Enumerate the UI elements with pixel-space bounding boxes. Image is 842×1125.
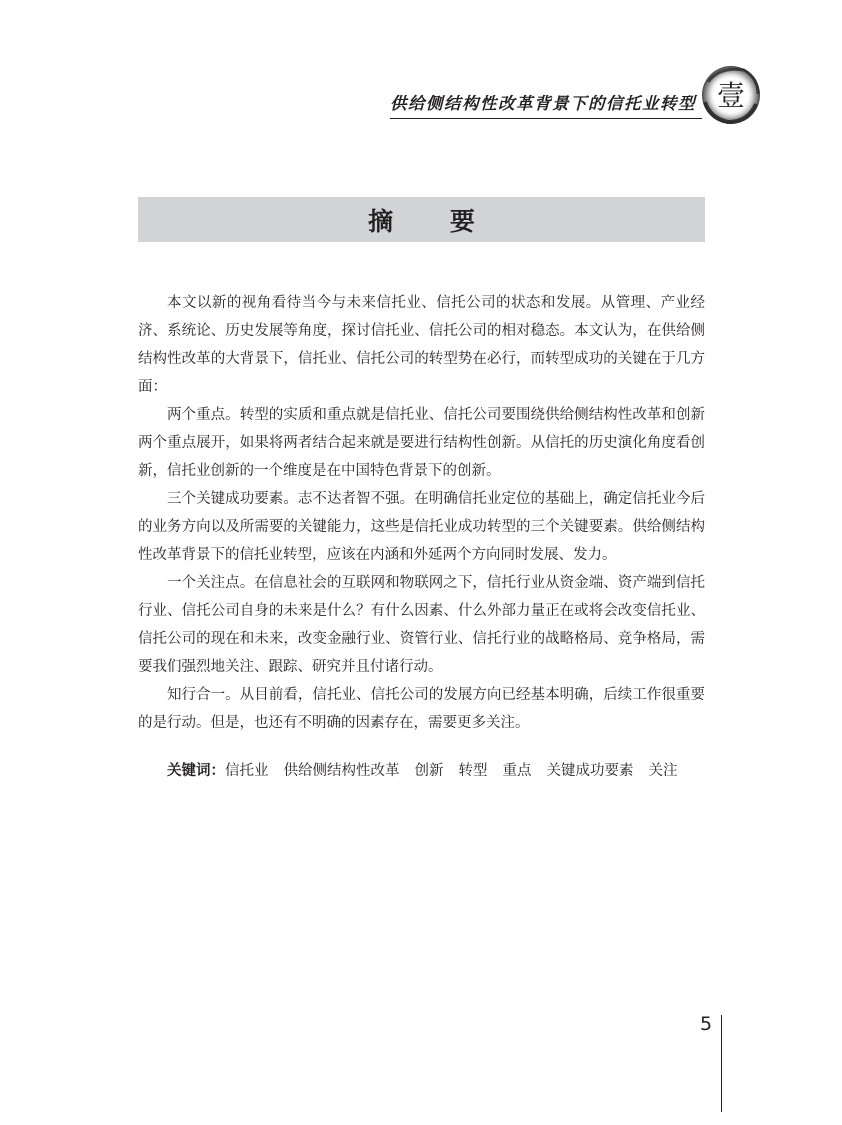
keyword: 关注	[648, 763, 678, 779]
abstract-paragraph: 三个关键成功要素。志不达者智不强。在明确信托业定位的基础上，确定信托业今后的业务方向以及所需要的关键能力，这些是信托业成功转型的三个关键要素。供给侧结构性改革背景下的信托业转型，应该在内涵和外延两个方向同时发展、发力。	[138, 491, 705, 563]
abstract-heading: 摘 要	[368, 206, 499, 236]
keywords-label: 关键词：	[167, 763, 225, 779]
keyword: 重点	[502, 763, 532, 779]
page-number: 5	[700, 1013, 713, 1035]
abstract-paragraph: 知行合一。从目前看，信托业、信托公司的发展方向已经基本明确，后续工作很重要的是行动。但是，也还有不明确的因素存在，需要更多关注。	[138, 687, 705, 731]
page-number-rule	[721, 1015, 722, 1112]
abstract-body	[138, 289, 705, 737]
keyword: 关键成功要素	[546, 763, 634, 779]
chapter-seal-icon	[700, 64, 762, 126]
keyword: 供给侧结构性改革	[283, 763, 400, 779]
abstract-paragraph: 本文以新的视角看待当今与未来信托业、信托公司的状态和发展。从管理、产业经济、系统论、历史发展等角度，探讨信托业、信托公司的相对稳态。本文认为，在供给侧结构性改革的大背景下，信托业、信托公司的转型势在必行，而转型成功的关键在于几方面：	[138, 295, 705, 395]
keywords-line	[138, 757, 705, 785]
abstract-paragraph: 两个重点。转型的实质和重点就是信托业、信托公司要围绕供给侧结构性改革和创新两个重点展开，如果将两者结合起来就是要进行结构性创新。从信托的历史演化角度看创新，信托业创新的一个维度是在中国特色背景下的创新。	[138, 407, 705, 479]
header-rule	[390, 118, 702, 119]
abstract-heading-bar	[138, 197, 705, 242]
abstract-paragraph: 一个关注点。在信息社会的互联网和物联网之下，信托行业从资金端、资产端到信托行业、信托公司自身的未来是什么？有什么因素、什么外部力量正在或将会改变信托业、信托公司的现在和未来，改变金融行业、资管行业、信托行业的战略格局、竞争格局，需要我们强烈地关注、跟踪、研究并且付诸行动。	[138, 575, 705, 675]
keyword: 创新	[414, 763, 444, 779]
running-header	[0, 60, 842, 130]
seal-char: 壹	[716, 79, 746, 112]
running-header-title: 供给侧结构性改革背景下的信托业转型	[390, 94, 696, 113]
keyword: 信托业	[225, 763, 269, 779]
keyword: 转型	[458, 763, 488, 779]
